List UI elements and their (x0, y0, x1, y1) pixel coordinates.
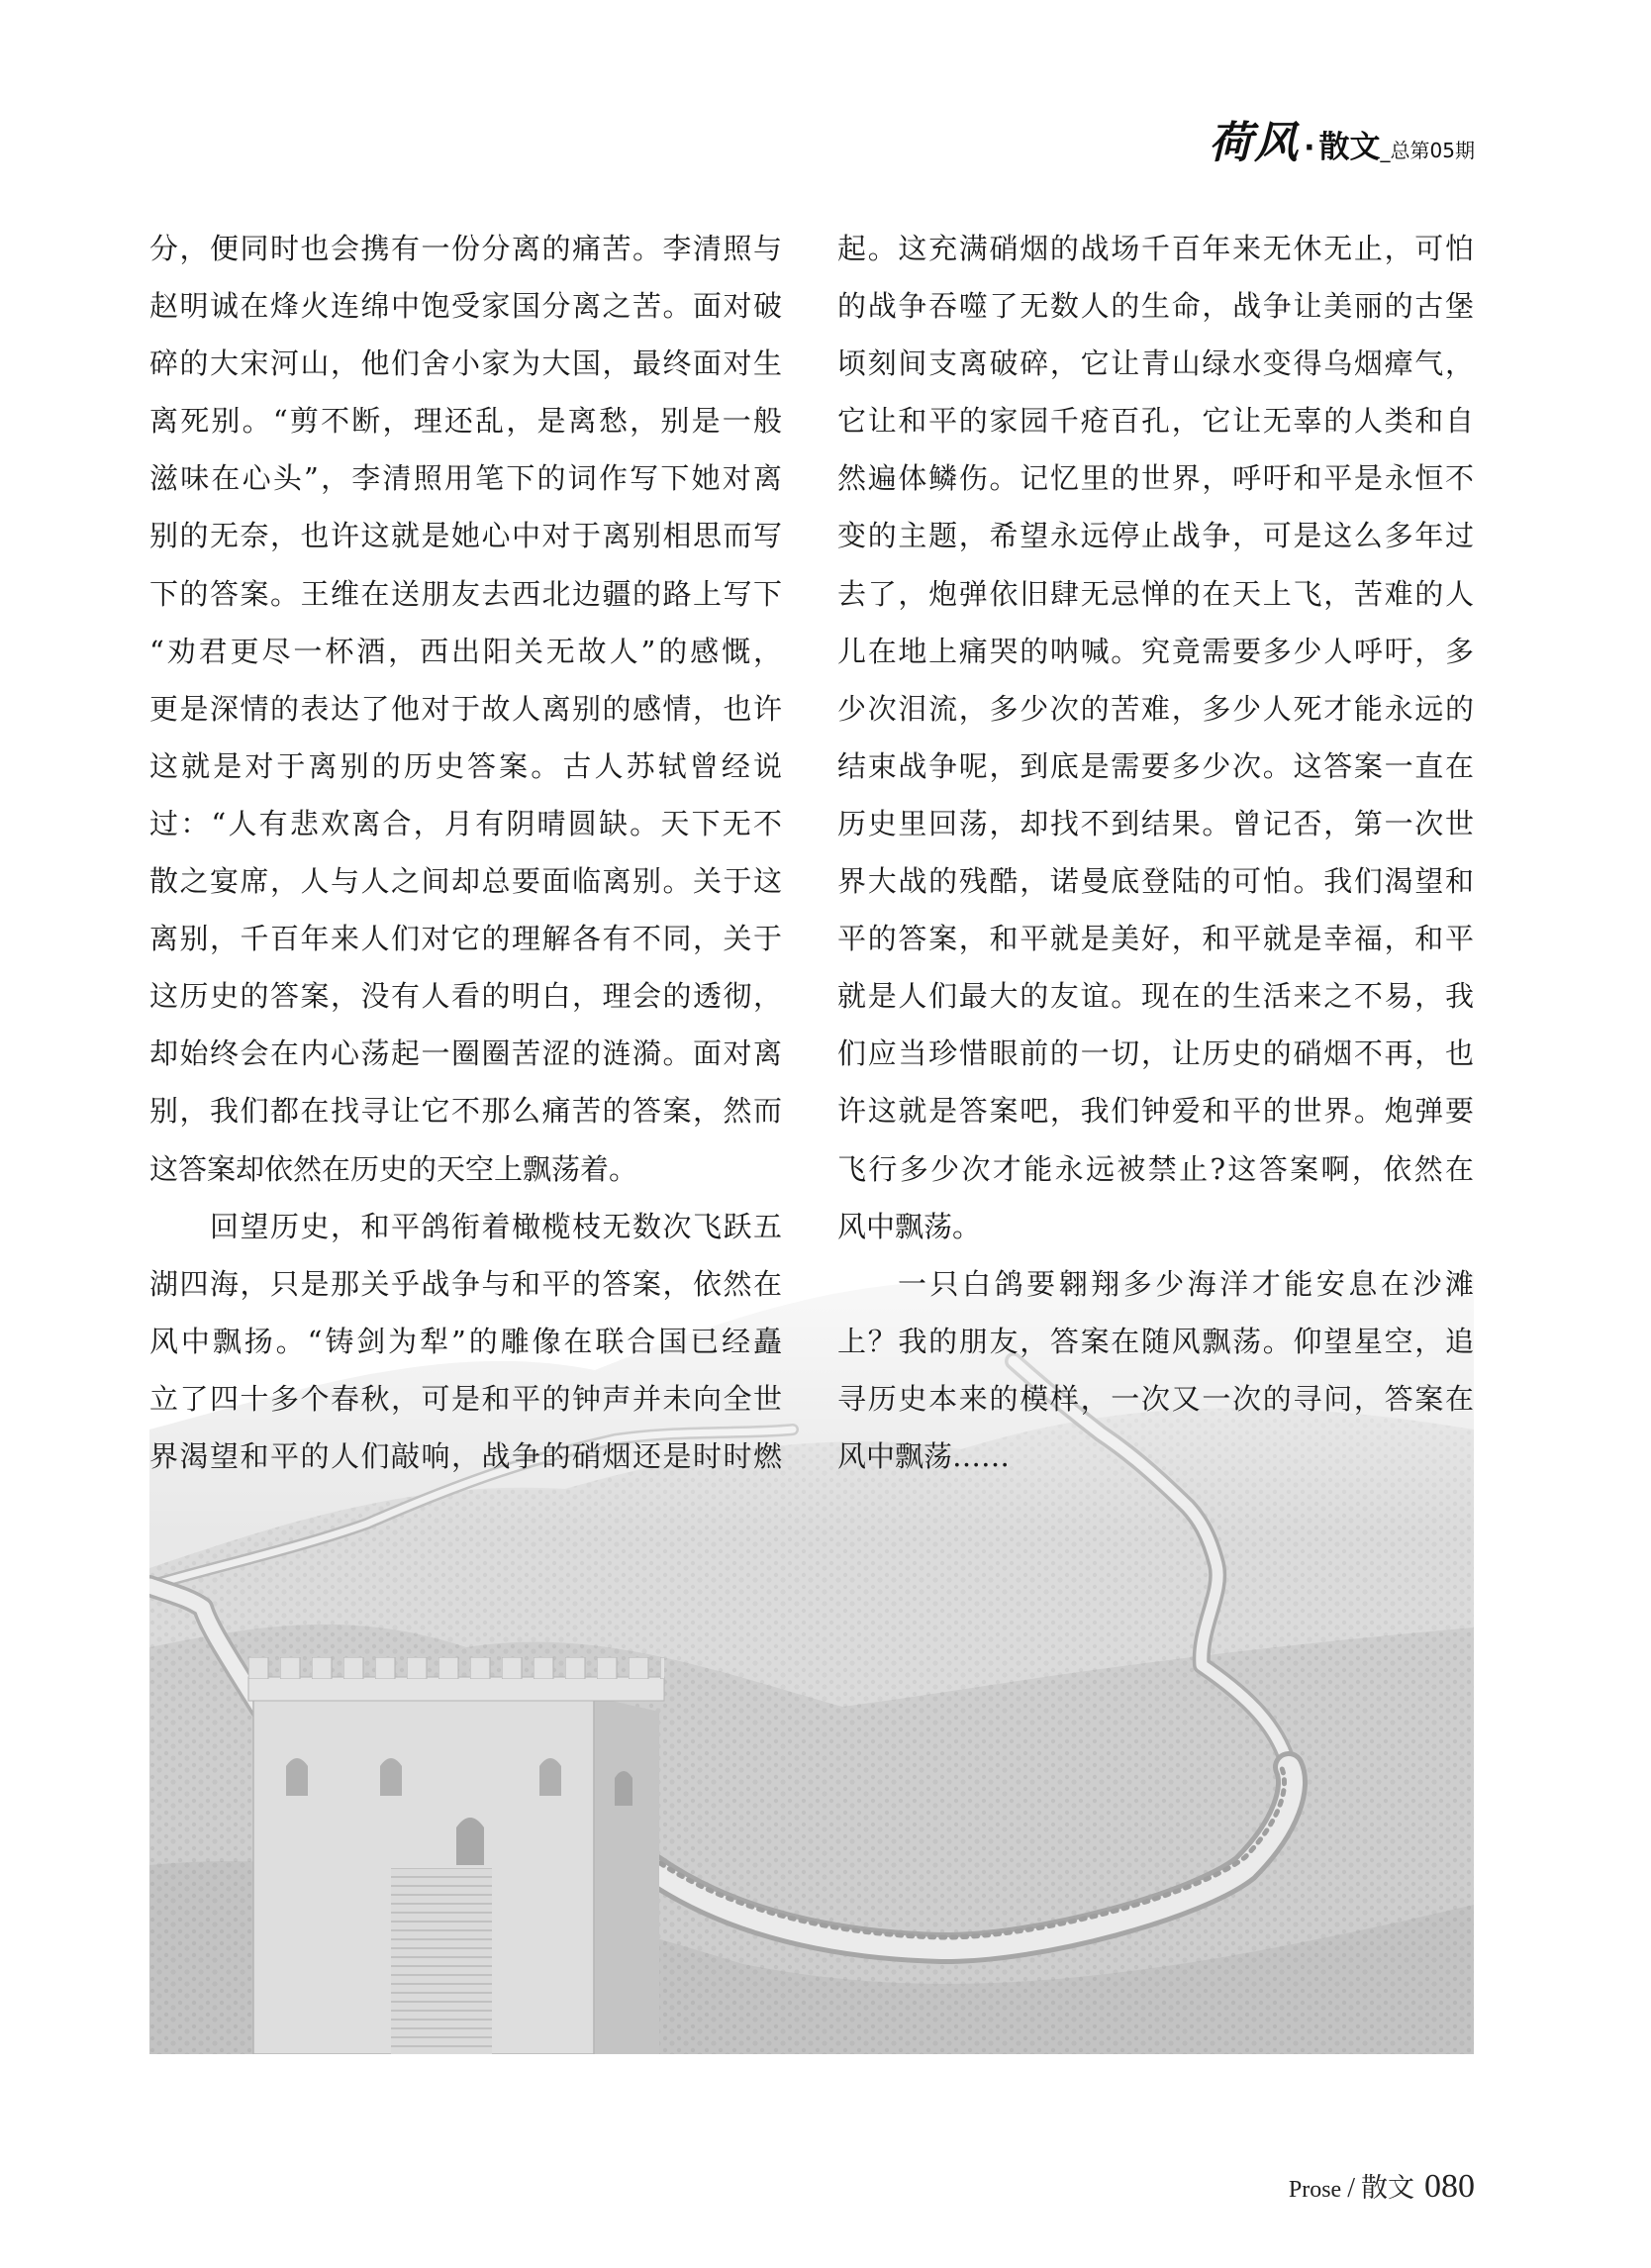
text-line: 历史里回荡，却找不到结果。曾记否，第一次世 (837, 806, 1474, 840)
text-line: 更是深情的表达了他对于故人离别的感情，也许 (149, 691, 782, 726)
magazine-brand: 荷风 (1209, 118, 1301, 168)
text-line: 别，我们都在找寻让它不那么痛苦的答案，然而 (149, 1094, 782, 1129)
text-line: 风中飘荡。 (837, 1209, 982, 1243)
text-line: 这就是对于离别的历史答案。古人苏轼曾经说 (149, 748, 782, 783)
text-line: 下的答案。王维在送朋友去西北边疆的路上写下 (149, 576, 782, 611)
text-line: 一只白鸽要翱翔多少海洋才能安息在沙滩 (898, 1266, 1474, 1301)
text-line: 变的主题，希望永远停止战争，可是这么多年过 (837, 519, 1474, 553)
text-line: 儿在地上痛哭的呐喊。究竟需要多少人呼吁，多 (837, 634, 1474, 668)
text-line: 平的答案，和平就是美好，和平就是幸福，和平 (837, 922, 1474, 956)
text-line: 飞行多少次才能永远被禁止?这答案啊，依然在 (837, 1151, 1474, 1186)
text-line: 界渴望和平的人们敲响，战争的硝烟还是时时燃 (149, 1438, 782, 1473)
text-line: 顷刻间支离破碎，它让青山绿水变得乌烟瘴气， (837, 346, 1474, 381)
footer-label-en: Prose (1288, 2177, 1342, 2203)
text-line: 许这就是答案吧，我们钟爱和平的世界。炮弹要 (837, 1094, 1474, 1129)
text-line: 它让和平的家园千疮百孔，它让无辜的人类和自 (837, 404, 1474, 439)
text-line: 风中飘扬。“铸剑为犁”的雕像在联合国已经矗 (149, 1324, 782, 1358)
text-line: 起。这充满硝烟的战场千百年来无休无止，可怕 (837, 232, 1474, 265)
running-header (1209, 107, 1475, 170)
text-line: 上？我的朋友，答案在随风飘荡。仰望星空，追 (837, 1324, 1474, 1358)
text-line: 立了四十多个春秋，可是和平的钟声并未向全世 (149, 1381, 782, 1416)
text-line: 风中飘荡…… (837, 1438, 1011, 1473)
text-line: 然遍体鳞伤。记忆里的世界，呼吁和平是永恒不 (837, 461, 1474, 496)
text-line: 结束战争呢，到底是需要多少次。这答案一直在 (837, 748, 1474, 783)
text-line: 去了，炮弹依旧肆无忌惮的在天上飞，苦难的人 (837, 576, 1474, 611)
page-number: 080 (1424, 2168, 1475, 2205)
page-footer (1289, 2166, 1475, 2206)
text-line: 赵明诚在烽火连绵中饱受家国分离之苦。面对破 (149, 289, 782, 324)
section-name: 散文 (1318, 130, 1381, 165)
footer-label-cn: 散文 (1361, 2173, 1414, 2204)
text-line: 这答案却依然在历史的天空上飘荡着。 (149, 1151, 638, 1186)
text-line: 别的无奈，也许这就是她心中对于离别相思而写 (149, 519, 782, 553)
paragraph (837, 1255, 1474, 1485)
text-line: 湖四海，只是那关乎战争与和平的答案，依然在 (149, 1266, 782, 1301)
text-line: 滋味在心头”，李清照用笔下的词作写下她对离 (149, 461, 782, 496)
text-line: 寻历史本来的模样，一次又一次的寻问，答案在 (837, 1381, 1474, 1416)
text-line: 碎的大宋河山，他们舍小家为大国，最终面对生 (149, 346, 782, 381)
text-line: 过：“人有悲欢离合，月有阴晴圆缺。天下无不 (149, 806, 782, 840)
text-line: 的战争吞噬了无数人的生命，战争让美丽的古堡 (837, 289, 1474, 324)
text-line: 回望历史，和平鸽衔着橄榄枝无数次飞跃五 (210, 1209, 782, 1243)
header-dot: · (1304, 131, 1315, 165)
paragraph (837, 220, 1474, 1255)
issue-number: _总第05期 (1380, 139, 1475, 162)
text-line: “劝君更尽一杯酒，西出阳关无故人”的感慨， (149, 634, 782, 668)
text-line: 离别，千百年来人们对它的理解各有不同，关于 (149, 922, 782, 956)
text-line: 们应当珍惜眼前的一切，让历史的硝烟不再，也 (837, 1036, 1474, 1071)
text-line: 界大战的残酷，诺曼底登陆的可怕。我们渴望和 (837, 864, 1474, 899)
right-column (837, 220, 1474, 1485)
text-line: 少次泪流，多少次的苦难，多少人死才能永远的 (837, 691, 1474, 726)
paragraph (149, 220, 782, 1198)
text-line: 却始终会在内心荡起一圈圈苦涩的涟漪。面对离 (149, 1036, 782, 1071)
text-line: 分，便同时也会携有一份分离的痛苦。李清照与 (149, 232, 782, 265)
text-line: 就是人们最大的友谊。现在的生活来之不易，我 (837, 979, 1474, 1014)
text-line: 离死别。“剪不断，理还乱，是离愁，别是一般 (149, 404, 782, 439)
paragraph (149, 1198, 782, 1485)
left-column (149, 220, 782, 1485)
text-line: 散之宴席，人与人之间却总要面临离别。关于这 (149, 864, 782, 899)
text-line: 这历史的答案，没有人看的明白，理会的透彻， (149, 979, 782, 1014)
footer-slash: / (1347, 2173, 1355, 2204)
